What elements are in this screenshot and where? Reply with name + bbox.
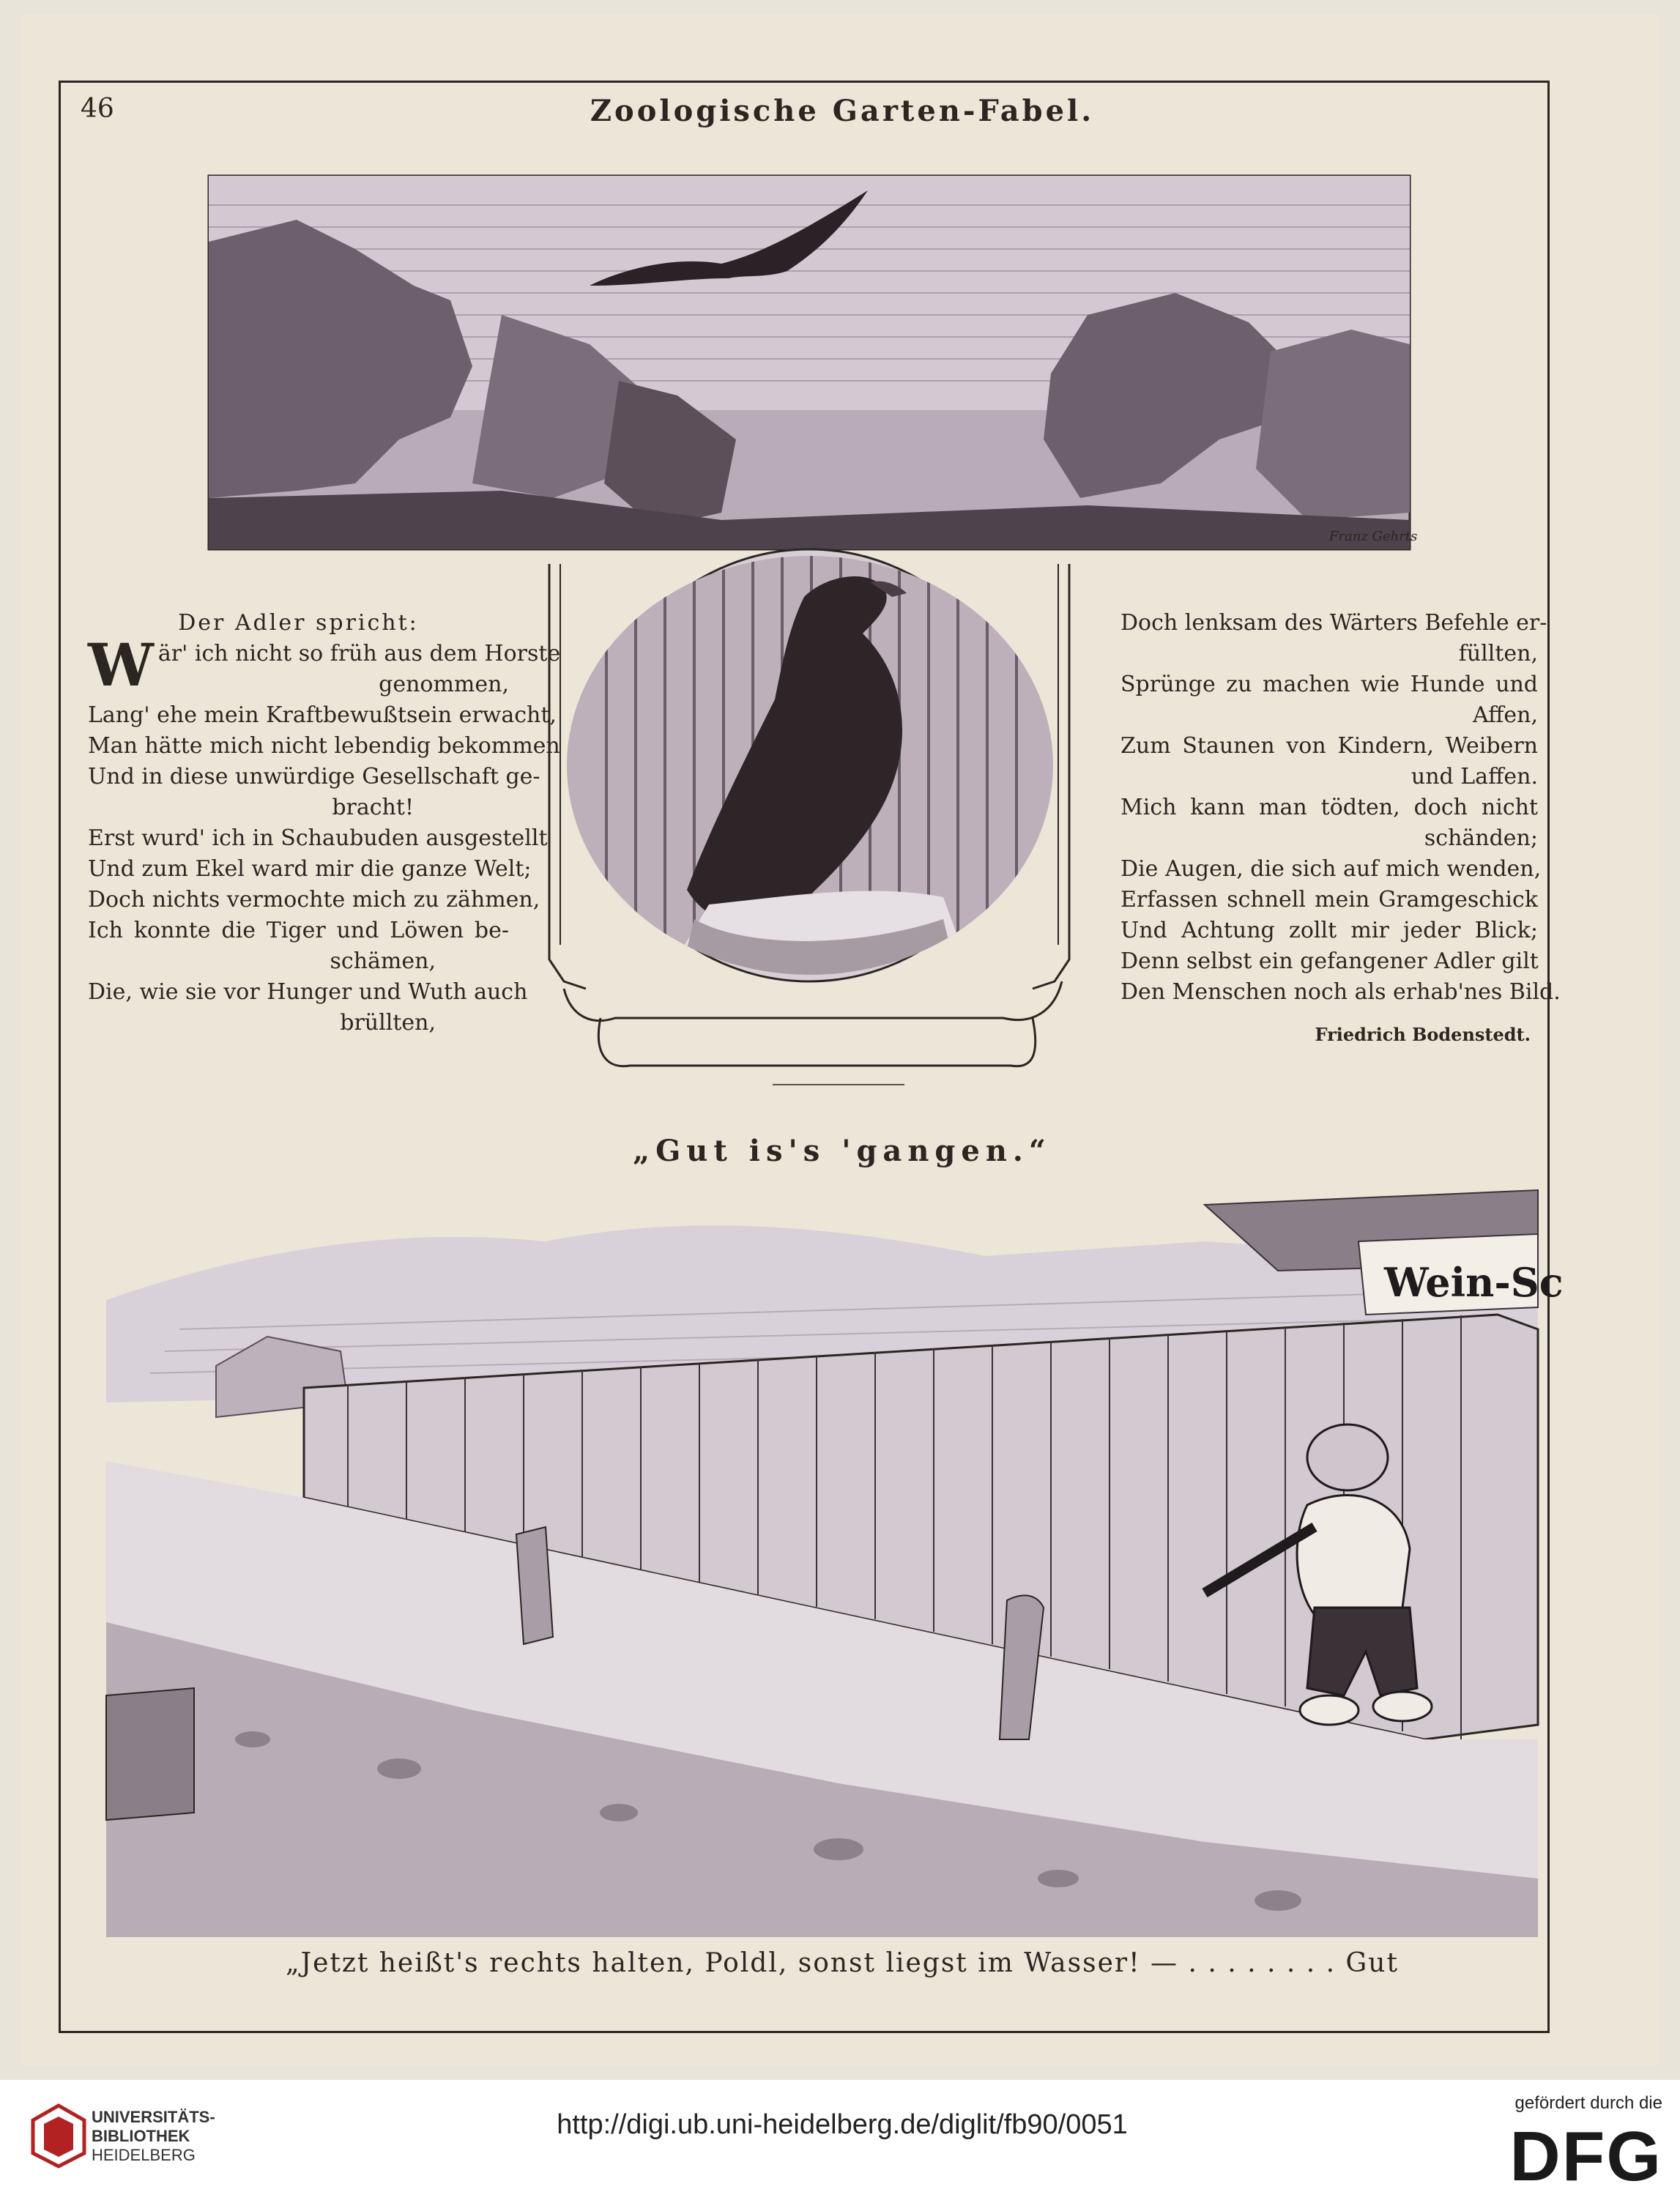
poem-line: Zum Staunen von Kindern, Weibern <box>1120 733 1538 759</box>
poem-left-column <box>88 608 561 1039</box>
permalink-url[interactable]: http://digi.ub.uni-heidelberg.de/diglit/fb90/0051 <box>557 2109 1128 2140</box>
section-divider <box>773 1084 904 1085</box>
library-name <box>92 2108 215 2165</box>
poem-line: Lang' ehe mein Kraftbewußtsein erwacht, <box>88 702 557 728</box>
cartoon-caption: „Jetzt heißt's rechts halten, Poldl, sonst liegst im Wasser! — . . . . . . . . Gut <box>286 1948 1399 1978</box>
poem-line: Doch lenksam des Wärters Befehle er- <box>1120 610 1547 636</box>
digitization-footer <box>0 2080 1680 2203</box>
poem-line: füllten, <box>1458 641 1538 666</box>
poem-line: Den Menschen noch als erhab'nes Bild. <box>1120 979 1561 1005</box>
library-name-line: BIBLIOTHEK <box>92 2127 190 2145</box>
poem-line: schänden; <box>1424 825 1538 851</box>
poem-line: Doch nichts vermochte mich zu zähmen, <box>88 887 540 913</box>
poem-line: und Laffen. <box>1410 764 1538 790</box>
poem-dropcap: W <box>88 631 154 699</box>
poem-line: genommen, <box>379 672 509 697</box>
poem-line: bracht! <box>332 795 414 820</box>
caged-eagle-medallion <box>562 553 1058 978</box>
poem-line: Und in diese unwürdige Gesellschaft ge- <box>88 764 540 790</box>
poem-line: Und zum Ekel ward mir die ganze Welt; <box>88 856 532 882</box>
dfg-logo: DFG <box>1509 2117 1662 2196</box>
fence-cartoon-illustration <box>106 1183 1564 1937</box>
library-name-line: UNIVERSITÄTS- <box>92 2108 215 2126</box>
poem-line: schämen, <box>330 948 436 974</box>
poem-line: Mich kann man tödten, doch nicht <box>1120 795 1538 820</box>
poem-line: Sprünge zu machen wie Hunde und <box>1120 672 1538 697</box>
poem-line: är' ich nicht so früh aus dem Horste <box>157 641 561 666</box>
page-number: 46 <box>81 94 114 124</box>
poem-line: Ich konnte die Tiger und Löwen be- <box>88 918 509 943</box>
wine-sign: Wein-Sc <box>1384 1259 1564 1306</box>
poem-line: Erfassen schnell mein Gramgeschick <box>1120 887 1538 913</box>
poem-line: brüllten, <box>340 1010 436 1036</box>
poem-right-column <box>1120 608 1561 1008</box>
illustrator-signature: Franz Gehrts <box>1329 529 1418 544</box>
library-name-line: HEIDELBERG <box>92 2146 196 2164</box>
poem-line: Und Achtung zollt mir jeder Blick; <box>1120 918 1538 943</box>
university-library-logo <box>29 2102 88 2168</box>
page-title: Zoologische Garten-Fabel. <box>590 94 1095 128</box>
mountain-eagle-illustration <box>209 176 1418 557</box>
poem-line: Die, wie sie vor Hunger und Wuth auch <box>88 979 528 1005</box>
poem-line: Man hätte mich nicht lebendig bekommen <box>88 733 560 759</box>
poem-author: Friedrich Bodenstedt. <box>1315 1024 1531 1045</box>
cartoon-title: „Gut is's 'gangen.“ <box>633 1134 1052 1168</box>
poem-line: Affen, <box>1472 702 1538 728</box>
poem-heading: Der Adler spricht: <box>178 610 419 636</box>
funding-label: gefördert durch die <box>1514 2093 1662 2113</box>
poem-line: Erst wurd' ich in Schaubuden ausgestellt <box>88 825 548 851</box>
poem-line: Die Augen, die sich auf mich wenden, <box>1120 856 1542 882</box>
poem-line: Denn selbst ein gefangener Adler gilt <box>1120 948 1539 974</box>
